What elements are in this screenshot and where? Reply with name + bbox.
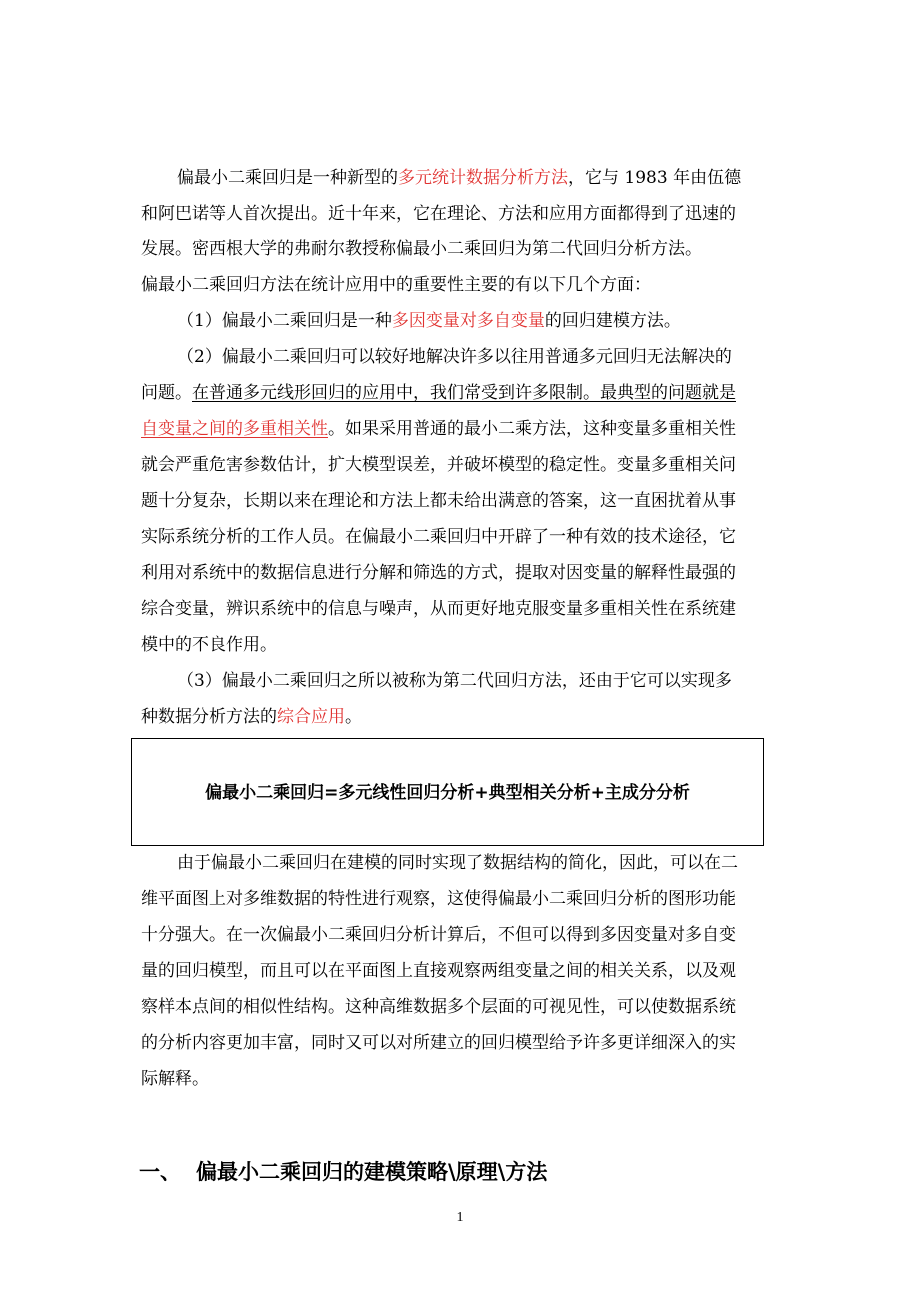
point2-text-b: 。如果采用普通的最小二乘方法，这种变量多重相关性 [328,419,736,439]
p4-line-3: 十分强大。在一次偏最小二乘回归分析计算后，不但可以得到多因变量对多自变 [141,925,736,945]
intro-line-1 [177,167,741,189]
formula-box [131,738,764,846]
point2-underlined: 在普通多元线形回归的应用中，我们常受到许多限制。最典型的问题就是 [192,383,736,403]
point2-line-3 [141,418,736,440]
p4-line-6: 的分析内容更加丰富，同时又可以对所建立的回归模型给予许多更详细深入的实 [141,1033,736,1053]
section-number: 一、 [139,1160,181,1184]
point2-line-4: 就会严重危害参数估计，扩大模型误差，并破坏模型的稳定性。变量多重相关问 [141,455,736,475]
point3-line-1: （3）偏最小二乘回归之所以被称为第二代回归方法，还由于它可以实现多 [177,671,732,691]
page-number: 1 [456,1210,464,1225]
p4-line-1: 由于偏最小二乘回归在建模的同时实现了数据结构的简化，因此，可以在二 [177,853,738,873]
point2-text-a: 问题。 [141,383,192,403]
p4-line-5: 察样本点间的相似性结构。这种高维数据多个层面的可视见性，可以使数据系统 [141,997,736,1017]
point1-text-b: 的回归建模方法。 [544,311,681,331]
point2-line-8: 综合变量，辨识系统中的信息与噪声，从而更好地克服变量多重相关性在系统建 [141,599,736,619]
point2-line-1: （2）偏最小二乘回归可以较好地解决许多以往用普通多元回归无法解决的 [177,347,732,367]
p4-line-4: 量的回归模型，而且可以在平面图上直接观察两组变量之间的相关关系，以及观 [141,961,736,981]
intro-line-2: 和阿巴诺等人首次提出。近十年来，它在理论、方法和应用方面都得到了迅速的 [141,204,736,224]
formula-text: 偏最小二乘回归=多元线性回归分析+典型相关分析+主成分分析 [205,783,690,803]
point2-line-2 [141,382,736,404]
point3-highlight: 综合应用 [277,707,345,727]
intro-highlight: 多元统计数据分析方法 [398,168,568,188]
point3-line-2 [141,706,362,728]
point3-text-a: 种数据分析方法的 [141,707,277,727]
point2-line-6: 实际系统分析的工作人员。在偏最小二乘回归中开辟了一种有效的技术途径，它 [141,527,736,547]
point1-highlight: 多因变量对多自变量 [391,311,545,331]
point1-text-a: （1）偏最小二乘回归是一种 [177,311,392,331]
importance-line: 偏最小二乘回归方法在统计应用中的重要性主要的有以下几个方面： [141,275,651,295]
section-title: 偏最小二乘回归的建模策略\原理\方法 [196,1160,548,1184]
point2-line-7: 利用对系统中的数据信息进行分解和筛选的方式，提取对因变量的解释性最强的 [141,563,736,583]
point2-line-9: 模中的不良作用。 [141,635,277,655]
intro-text-a: 偏最小二乘回归是一种新型的 [177,168,398,188]
p4-line-2: 维平面图上对多维数据的特性进行观察，这使得偏最小二乘回归分析的图形功能 [141,889,736,909]
point3-text-b: 。 [345,707,362,727]
p4-line-7: 际解释。 [141,1069,209,1089]
intro-text-b: ，它与 1983 年由伍德 [568,168,742,188]
point2-highlight: 自变量之间的多重相关性 [141,419,328,439]
intro-line-3: 发展。密西根大学的弗耐尔教授称偏最小二乘回归为第二代回归分析方法。 [141,239,702,259]
point1-line [177,310,681,332]
point2-line-5: 题十分复杂，长期以来在理论和方法上都未给出满意的答案，这一直困扰着从事 [141,491,736,511]
